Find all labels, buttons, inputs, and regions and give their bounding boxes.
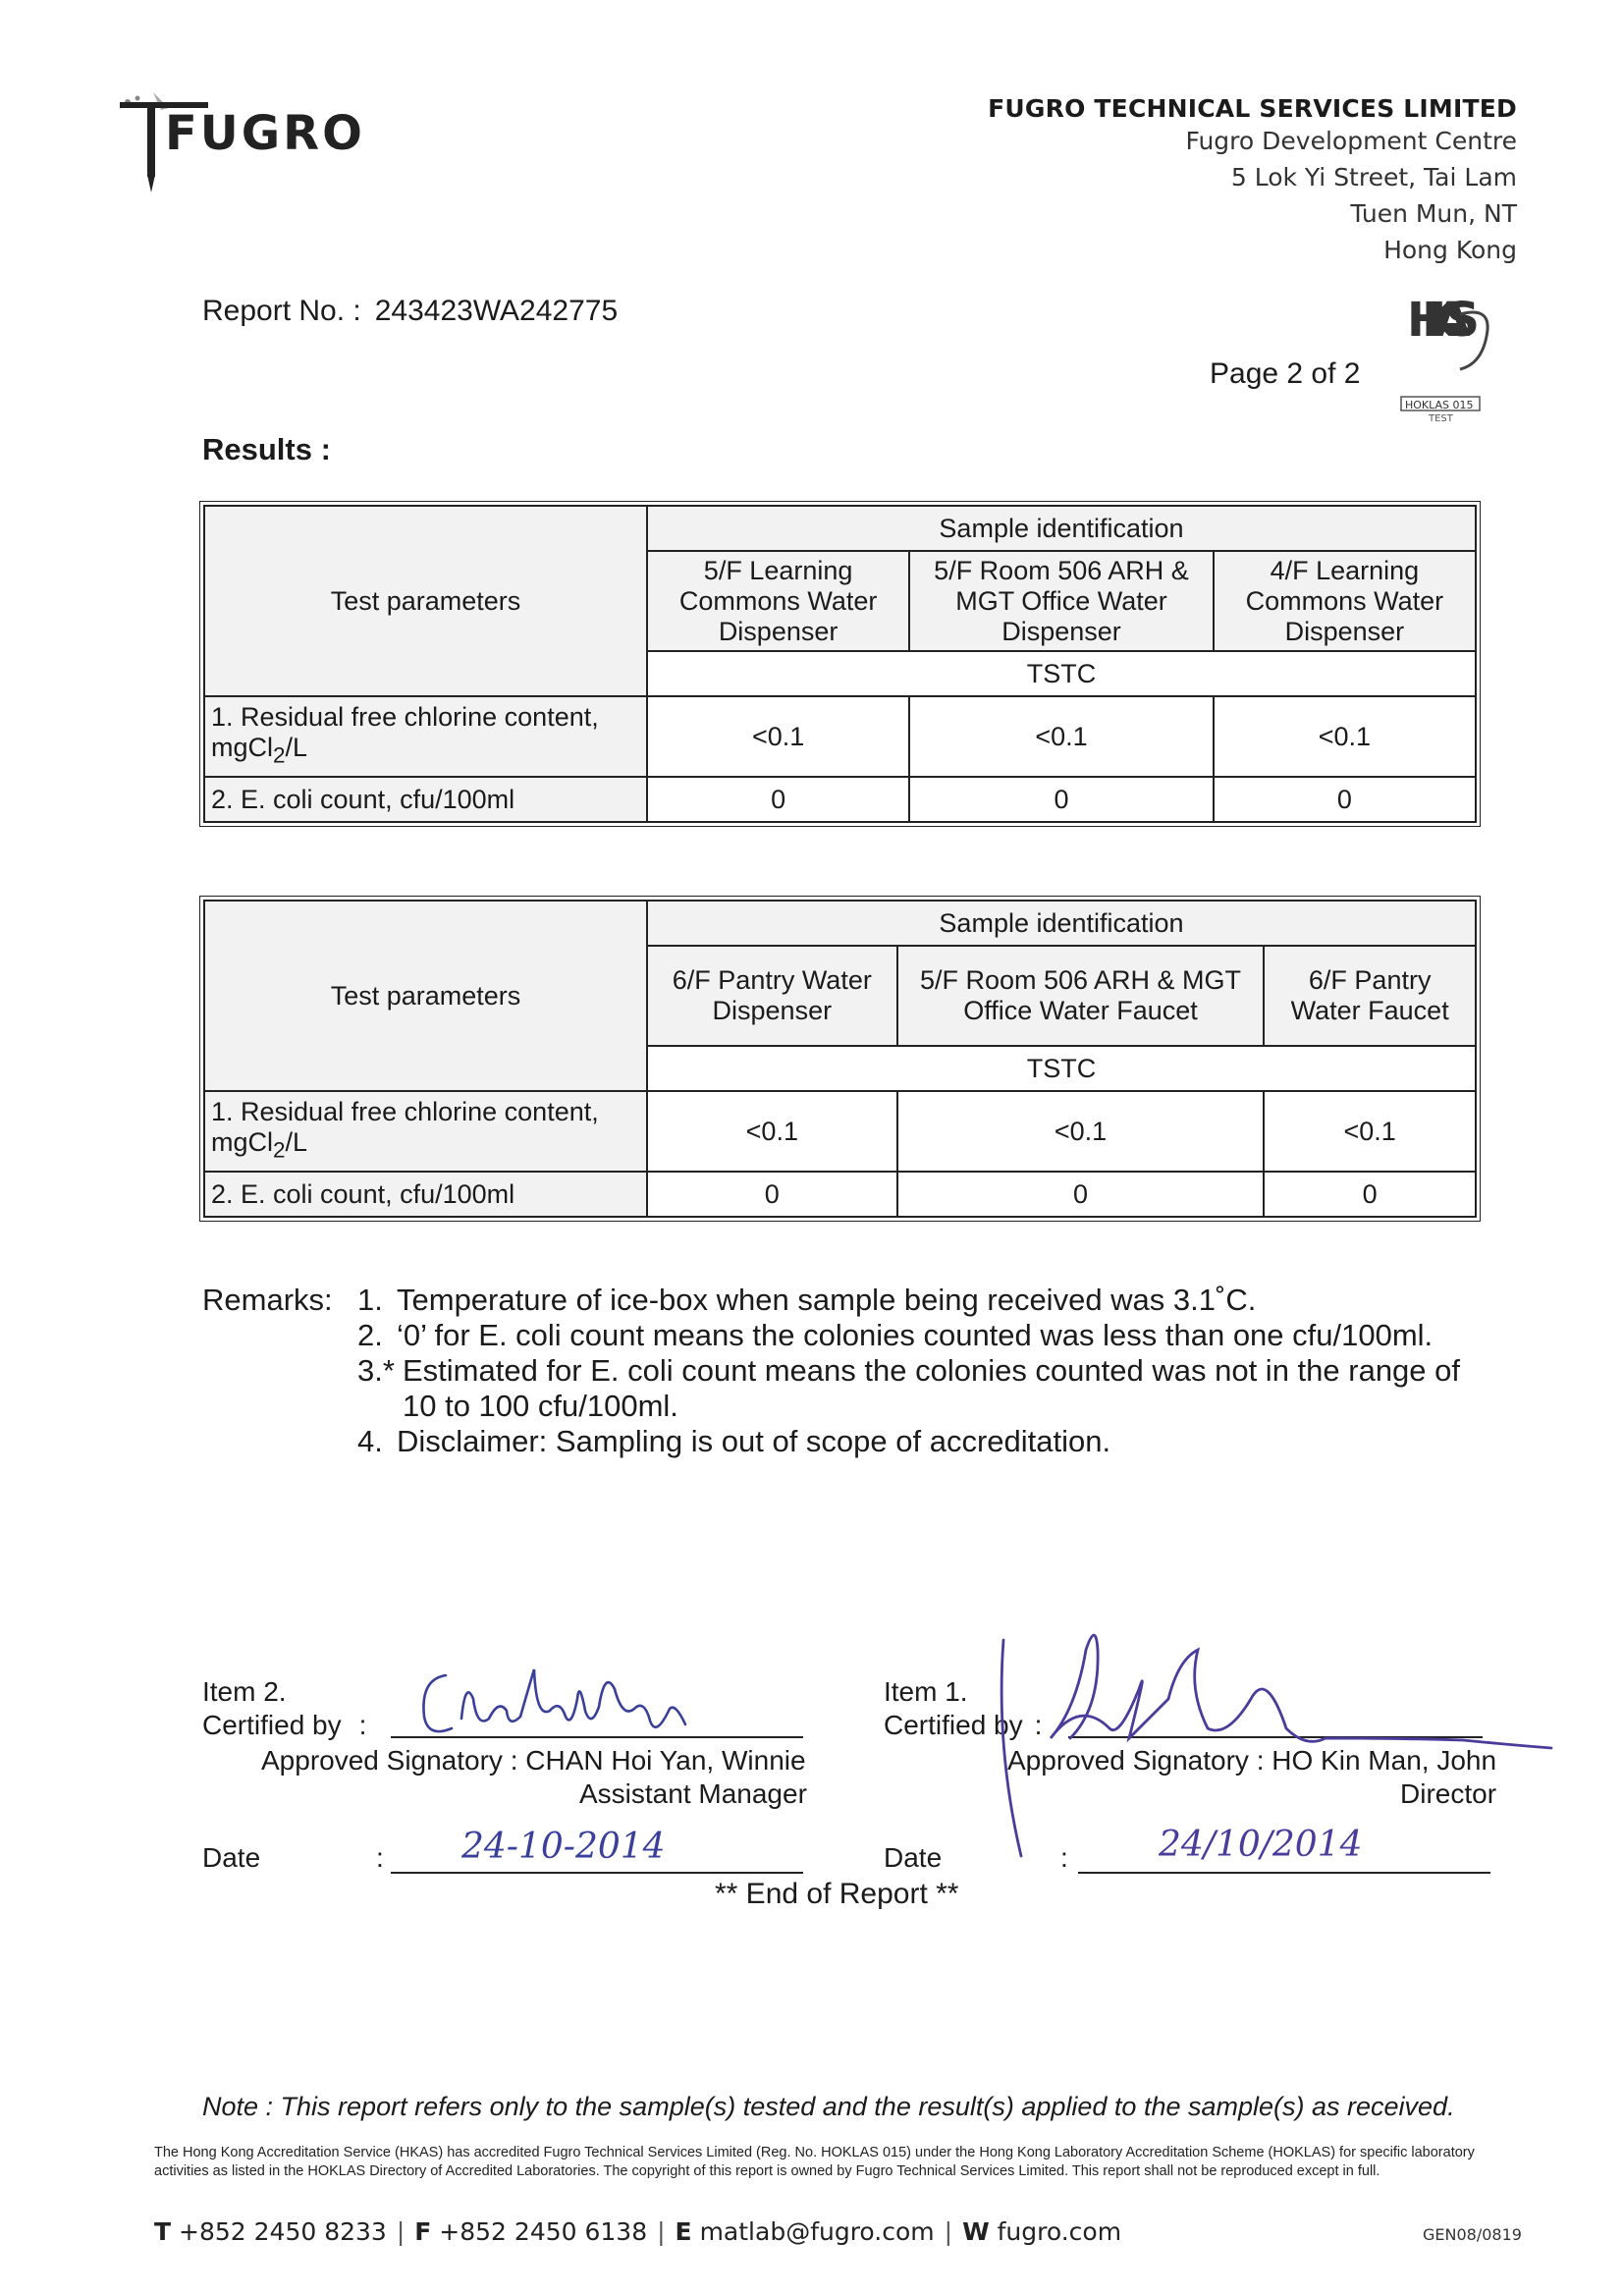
result-value: 0 [1264, 1172, 1476, 1217]
date-label: Date [884, 1842, 943, 1873]
result-value: <0.1 [1214, 696, 1476, 777]
fax-label: F [414, 2217, 432, 2246]
sample-name: 6/F Pantry Water Dispenser [647, 946, 897, 1046]
lab-code: TSTC [647, 651, 1476, 696]
result-value: 0 [897, 1172, 1265, 1217]
sample-name: 5/F Room 506 ARH & MGT Office Water Faucet [897, 946, 1265, 1046]
address-line: Tuen Mun, NT [1350, 199, 1517, 228]
parameter-name: 1. Residual free chlorine content, mgCl$_2$/L [204, 1091, 647, 1172]
remark-text: Disclaimer: Sampling is out of scope of accreditation. [397, 1424, 1111, 1458]
company-block [988, 94, 1517, 268]
report-value: 243423WA242775 [374, 295, 619, 327]
page-indicator: Page 2 of 2 [1210, 357, 1361, 390]
email-label: E [675, 2217, 692, 2246]
hkas-mark: HKAS [1407, 293, 1480, 348]
web-value: fugro.com [997, 2217, 1122, 2246]
signatory-title: Assistant Manager [579, 1778, 807, 1809]
results-table-2 [199, 896, 1481, 1222]
email-value: matlab@fugro.com [699, 2217, 935, 2246]
results-table-1 [199, 501, 1481, 827]
result-value: <0.1 [897, 1091, 1265, 1172]
item-label: Item 1. [884, 1676, 968, 1707]
form-code: GEN08/0819 [1423, 2225, 1522, 2244]
test-parameters-header: Test parameters [204, 506, 647, 696]
parameter-name: 2. E. coli count, cfu/100ml [204, 1172, 647, 1217]
signatory-title: Director [1400, 1778, 1497, 1809]
remark-number: 4. [357, 1424, 383, 1458]
approved-signatory: Approved Signatory : CHAN Hoi Yan, Winnie [261, 1745, 806, 1776]
hkas-accreditation-icon [1399, 287, 1492, 424]
handwritten-date-right: 24/10/2014 [1159, 1825, 1363, 1865]
sample-identification-header: Sample identification [647, 506, 1476, 551]
fugro-logo [118, 69, 373, 196]
address-line: Fugro Development Centre [1185, 127, 1517, 155]
parameter-name: 1. Residual free chlorine content, mgCl$_2$/L [204, 696, 647, 777]
date-colon: : [376, 1842, 384, 1873]
hokla-test: TEST [1429, 413, 1453, 424]
remark-text: Estimated for E. coli count means the colonies counted was not in the range of 10 to 100 cfu/100ml. [403, 1353, 1461, 1423]
date-colon: : [1060, 1842, 1068, 1873]
remark-number: 2. [357, 1318, 383, 1352]
test-parameters-header: Test parameters [204, 901, 647, 1091]
phone-value: +852 2450 8233 [179, 2217, 387, 2246]
result-value: 0 [1214, 777, 1476, 822]
logo-text: FUGRO [165, 106, 365, 161]
company-name: FUGRO TECHNICAL SERVICES LIMITED [988, 94, 1517, 123]
address-line: Hong Kong [1383, 236, 1517, 264]
phone-label: T [154, 2217, 172, 2246]
handwritten-date-left: 24-10-2014 [461, 1827, 666, 1867]
result-value: 0 [647, 1172, 897, 1217]
result-value: 0 [909, 777, 1214, 822]
results-heading: Results : [202, 432, 331, 466]
accreditation-statement: The Hong Kong Accreditation Service (HKAS) has accredited Fugro Technical Services Limited (Reg. No. HOKLAS 015) under the Hong Kong Laboratory Accreditation Scheme (HOKLAS) for specific laboratory activities as listed in the HOKLAS Directory of Accredited Laboratories. The copyright of this report is owned by Fugro Technical Services Limited. This report shall not be reproduced except in full. [154, 2145, 1475, 2179]
result-value: 0 [647, 777, 909, 822]
result-value: <0.1 [1264, 1091, 1476, 1172]
address-line: 5 Lok Yi Street, Tai Lam [1230, 163, 1517, 191]
sample-identification-header: Sample identification [647, 901, 1476, 946]
table-row [204, 1172, 1476, 1217]
item-label: Item 2. [202, 1676, 287, 1707]
result-value: <0.1 [909, 696, 1214, 777]
end-of-report: ** End of Report ** [715, 1878, 959, 1910]
remark-number: 3.* [357, 1353, 395, 1388]
lab-code: TSTC [647, 1046, 1476, 1091]
handwritten-signature-left [412, 1660, 727, 1748]
report-number [202, 295, 618, 328]
table-row [204, 696, 1476, 777]
remarks-label: Remarks: [202, 1283, 333, 1317]
fax-value: +852 2450 6138 [439, 2217, 648, 2246]
result-value: <0.1 [647, 1091, 897, 1172]
sample-name: 4/F Learning Commons Water Dispenser [1214, 551, 1476, 651]
parameter-name: 2. E. coli count, cfu/100ml [204, 777, 647, 822]
remark-text: ‘0’ for E. coli count means the colonies counted was less than one cfu/100ml. [397, 1318, 1434, 1352]
date-line [391, 1872, 803, 1874]
contact-bar: T +852 2450 8233 | F +852 2450 6138 | E matlab@fugro.com | W fugro.com [154, 2217, 1122, 2246]
sample-name: 6/F Pantry Water Faucet [1264, 946, 1476, 1046]
certified-by-label: Certified by : [884, 1710, 1043, 1740]
remark-text: Temperature of ice-box when sample being received was 3.1˚C. [397, 1283, 1257, 1317]
remark-number: 1. [357, 1283, 383, 1317]
hokla-label: HOKLAS 015 [1405, 399, 1474, 411]
table-row [204, 1091, 1476, 1172]
approved-signatory: Approved Signatory : HO Kin Man, John [1007, 1745, 1497, 1776]
table-row [204, 777, 1476, 822]
sample-name: 5/F Learning Commons Water Dispenser [647, 551, 909, 651]
date-label: Date [202, 1842, 261, 1873]
certified-by-label: Certified by : [202, 1710, 367, 1740]
result-value: <0.1 [647, 696, 909, 777]
date-line [1078, 1872, 1490, 1874]
sample-name: 5/F Room 506 ARH & MGT Office Water Dispenser [909, 551, 1214, 651]
web-label: W [962, 2217, 990, 2246]
report-note: Note : This report refers only to the sample(s) tested and the result(s) applied to the sample(s) as received. [202, 2092, 1455, 2121]
report-label: Report No. : [202, 295, 361, 327]
